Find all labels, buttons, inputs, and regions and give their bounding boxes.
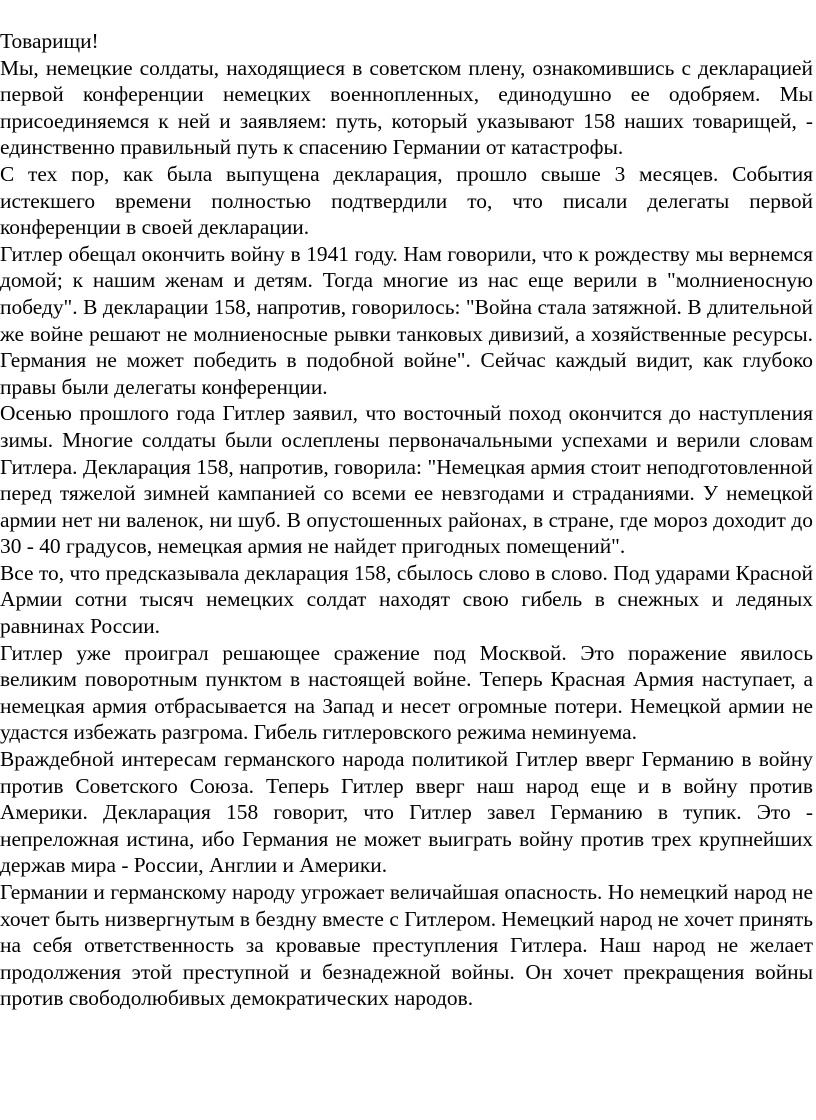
paragraph-5: Все то, что предсказывала декларация 158, сбылось слово в слово. Под ударами Красной Армии сотни тысяч немецких солдат находят свою гибель в снежных и ледяных равнинах России. [0,560,813,639]
paragraph-3: Гитлер обещал окончить войну в 1941 году. Нам говорили, что к рождеству мы вернемся домой; к нашим женам и детям. Тогда многие из нас еще верили в "молниеносную победу". В декларации 158, напротив, говорилось: "Война стала затяжной. В длительной же войне решают не молниеносные рывки танковых дивизий, а хозяйственные ресурсы. Германия не может победить в подобной войне". Сейчас каждый видит, как глубоко правы были делегаты конференции. [0,241,813,399]
paragraph-7: Враждебной интересам германского народа политикой Гитлер вверг Германию в войну против Советского Союза. Теперь Гитлер вверг наш народ еще и в войну против Америки. Декларация 158 говорит, что Гитлер завел Германию в тупик. Это - непреложная истина, ибо Германия не может выиграть войну против трех крупнейших держав мира - России, Англии и Америки. [0,747,813,878]
paragraph-1: Мы, немецкие солдаты, находящиеся в советском плену, ознакомившись с декларацией первой конференции немецких военнопленных, единодушно ее одобряем. Мы присоединяемся к ней и заявляем: путь, который указывают 158 наших товарищей, - единственно правильный путь к спасению Германии от катастрофы. [0,55,813,160]
document-page [0,28,813,1012]
paragraph-6: Гитлер уже проиграл решающее сражение под Москвой. Это поражение явилось великим поворотным пунктом в настоящей войне. Теперь Красная Армия наступает, а немецкая армия отбрасывается на Запад и несет огромные потери. Немецкой армии не удастся избежать разгрома. Гибель гитлеровского режима неминуема. [0,640,813,745]
greeting: Товарищи! [0,29,99,53]
paragraph-8: Германии и германскому народу угрожает величайшая опасность. Но немецкий народ не хочет быть низвергнутым в бездну вместе с Гитлером. Немецкий народ не хочет принять на себя ответственность за кровавые преступления Гитлера. Наш народ не желает продолжения этой преступной и безнадежной войны. Он хочет прекращения войны против свободолюбивых демократических народов. [0,880,813,1011]
paragraph-2: С тех пор, как была выпущена декларация, прошло свыше 3 месяцев. События истекшего времени полностью подтвердили то, что писали делегаты первой конференции в своей декларации. [0,161,813,240]
paragraph-4: Осенью прошлого года Гитлер заявил, что восточный поход окончится до наступления зимы. Многие солдаты были ослеплены первоначальными успехами и верили словам Гитлера. Декларация 158, напротив, говорила: "Немецкая армия стоит неподготовленной перед тяжелой зимней кампанией со всеми ее невзгодами и страданиями. У немецкой армии нет ни валенок, ни шуб. В опустошенных районах, в стране, где мороз доходит до 30 - 40 градусов, немецкая армия не найдет пригодных помещений". [0,401,813,559]
